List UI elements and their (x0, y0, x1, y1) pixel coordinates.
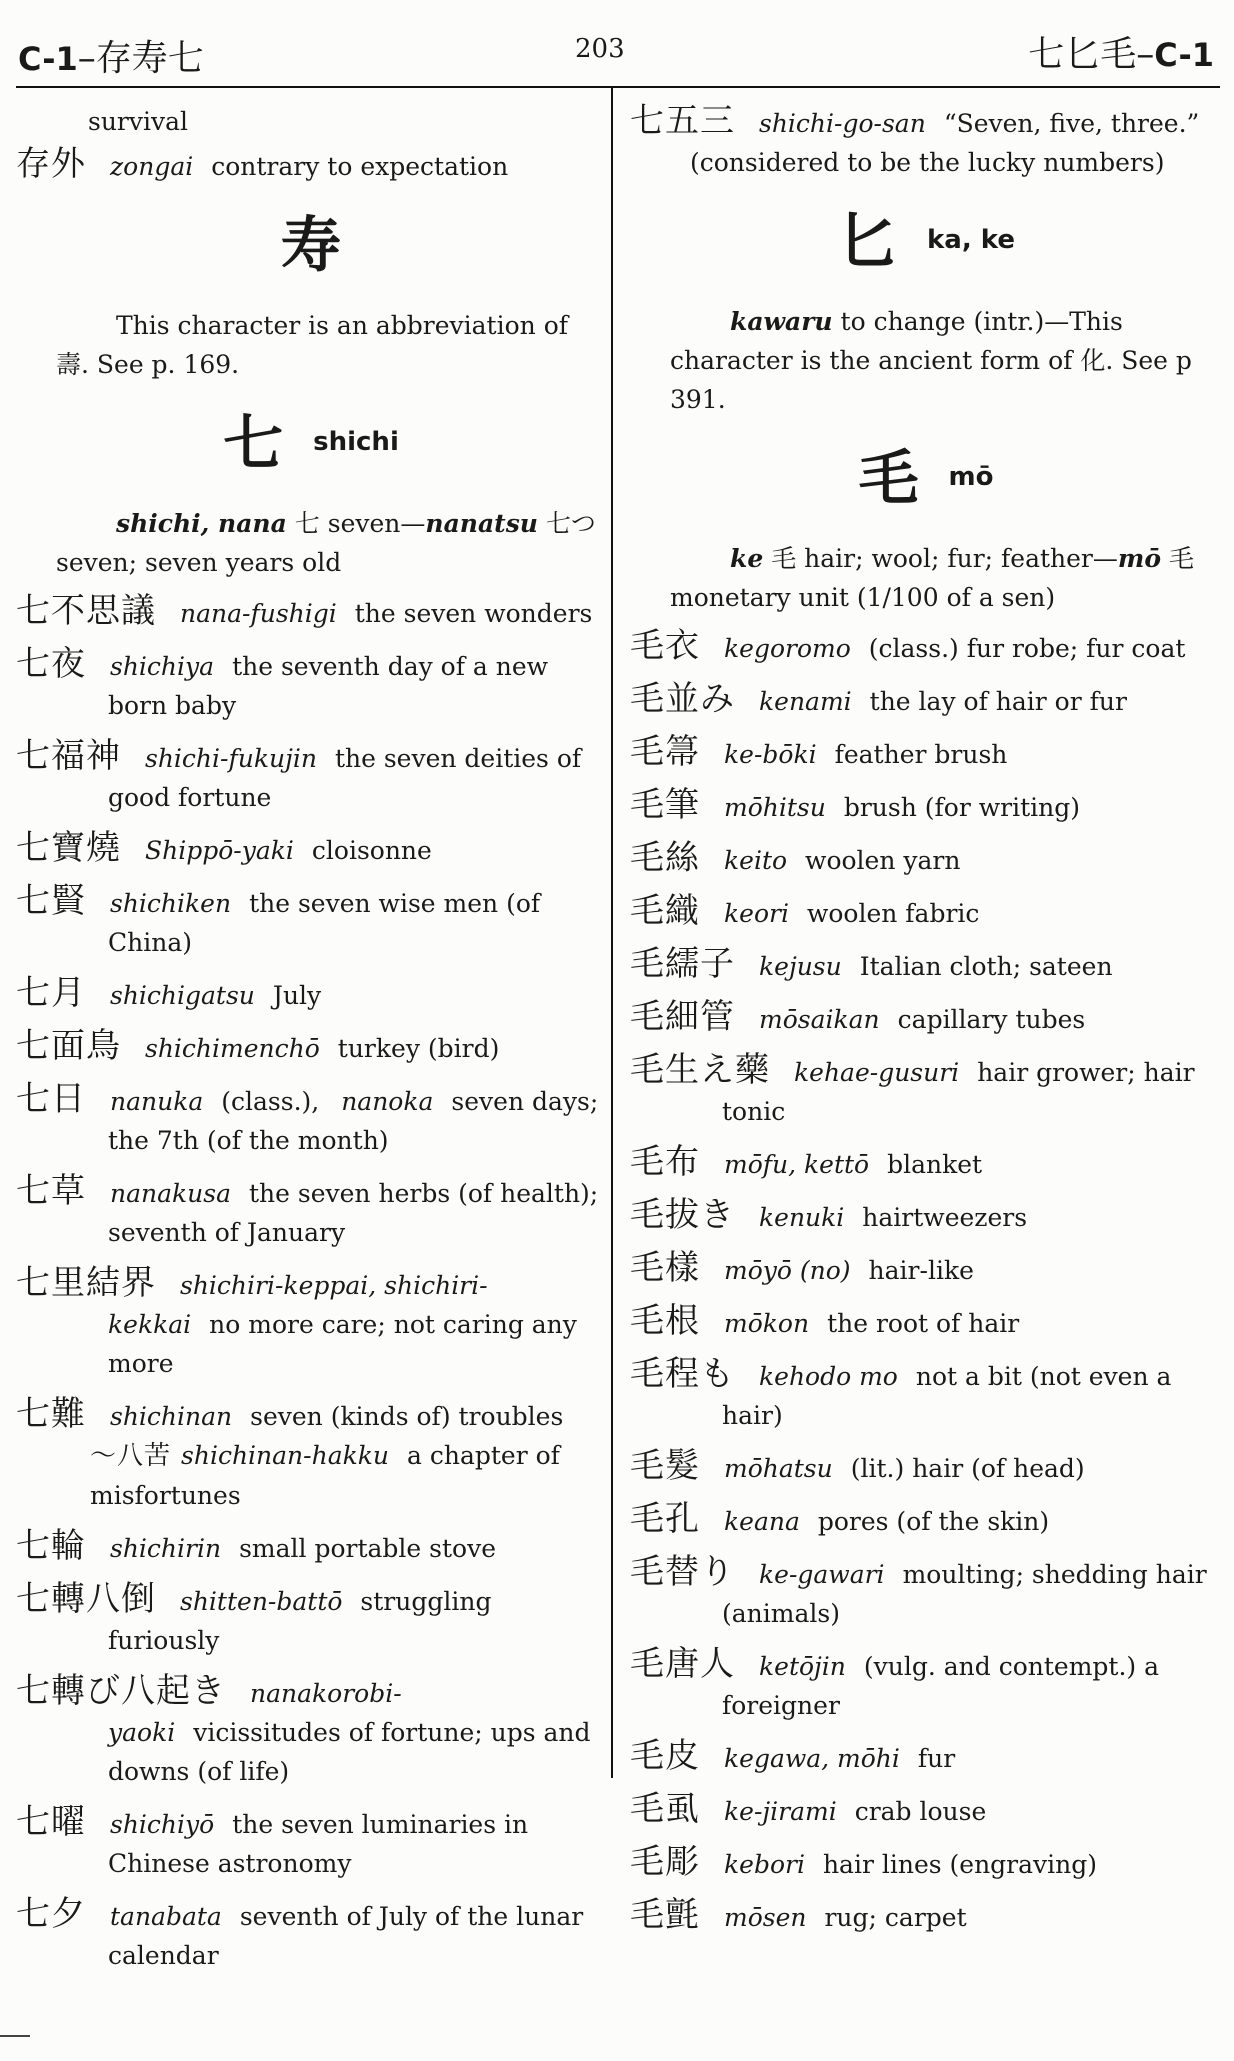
dict-entry: 七福神 shichi-fukujin the seven deities of good fortune (16, 736, 582, 812)
page-header (0, 0, 1234, 80)
right-column (630, 102, 1222, 1949)
dict-entry: 毛樣 mōyō (no) hair-like (630, 1248, 974, 1288)
header-right-chars: 七匕毛– (1028, 34, 1155, 75)
dict-entry: 毛孔 keana pores (of the skin) (630, 1499, 1050, 1539)
character-intro: shichi, nana 七 seven—nanatsu 七つ seven; seven years old (56, 509, 596, 577)
dict-subentry: 〜八苦 shichinan-hakku a chapter of misfortunes (90, 1441, 560, 1510)
dict-entry: 毛氈 mōsen rug; carpet (630, 1895, 967, 1935)
dict-entry: 毛筆 mōhitsu brush (for writing) (630, 785, 1080, 825)
dict-entry: 存外 zongai contrary to expectation (16, 144, 509, 184)
dict-entry: 七轉び八起き nanakorobi-yaoki vicissitudes of fortune; ups and downs (of life) (16, 1671, 591, 1786)
dict-entry: 毛拔き kenuki hairtweezers (630, 1195, 1028, 1235)
character-heading: 七 shichi (223, 409, 399, 479)
dict-entry: 七不思議 nana-fushigi the seven wonders (16, 591, 593, 631)
dict-entry: 七難 shichinan seven (kinds of) troubles (16, 1394, 564, 1434)
dict-entry: 毛布 mōfu, kettō blanket (630, 1142, 983, 1182)
column-divider (611, 88, 613, 1778)
dict-entry: 毛繻子 kejusu Italian cloth; sateen (630, 944, 1113, 984)
dict-entry: 毛並み kenami the lay of hair or fur (630, 679, 1127, 719)
character-heading: 寿 (281, 211, 341, 281)
dict-entry: 七月 shichigatsu July (16, 973, 322, 1013)
dict-entry: 七轉八倒 shitten-battō struggling furiously (16, 1579, 492, 1655)
dict-entry: 七賢 shichiken the seven wise men (of China) (16, 881, 541, 957)
character-note: This character is an abbreviation of 壽. See p. 169. (56, 311, 569, 379)
dict-entry: 毛絲 keito woolen yarn (630, 838, 961, 878)
header-rule (16, 86, 1220, 88)
page-edge-mark (0, 2035, 30, 2037)
dict-entry: 七面鳥 shichimenchō turkey (bird) (16, 1026, 500, 1066)
dict-entry: 毛織 keori woolen fabric (630, 891, 980, 931)
dict-entry: 七寶燒 Shippō-yaki cloisonne (16, 828, 432, 868)
dict-entry: 毛生え藥 kehae-gusuri hair grower; hair tonic (630, 1050, 1195, 1126)
dict-entry: 七夜 shichiya the seventh day of a new born baby (16, 644, 549, 720)
header-left-chars: –存寿七 (77, 38, 204, 79)
character-note: kawaru to change (intr.)—This character is the ancient form of 化. See p 391. (670, 307, 1192, 414)
dict-entry: 毛衣 kegoromo (class.) fur robe; fur coat (630, 626, 1186, 666)
dict-entry: 七日 nanuka (class.), nanoka seven days; the 7th (of the month) (16, 1079, 599, 1155)
dict-entry: 毛皮 kegawa, mōhi fur (630, 1736, 956, 1776)
dict-entry: 毛唐人 ketōjin (vulg. and contempt.) a foreigner (630, 1644, 1160, 1720)
dict-entry: 毛虱 ke-jirami crab louse (630, 1789, 987, 1829)
dict-entry: 七曜 shichiyō the seven luminaries in Chinese astronomy (16, 1802, 529, 1878)
continued-text: survival (88, 107, 189, 136)
dict-entry: 七草 nanakusa the seven herbs (of health); seventh of January (16, 1171, 599, 1247)
dict-entry: 七里結界 shichiri-keppai, shichiri-kekkai no more care; not caring any more (16, 1263, 577, 1378)
character-heading: 毛 mō (858, 444, 994, 514)
dict-entry: 七夕 tanabata seventh of July of the lunar calendar (16, 1894, 584, 1970)
dict-entry: 七輪 shichirin small portable stove (16, 1526, 496, 1566)
dict-entry: 七五三 shichi-go-san “Seven, five, three.” (considered to be the lucky numbers) (630, 101, 1200, 177)
section-code-right: C-1 (1154, 36, 1214, 74)
dict-entry: 毛替り ke-gawari moulting; shedding hair (animals) (630, 1552, 1207, 1628)
dict-entry: 毛程も kehodo mo not a bit (not even a hair) (630, 1354, 1172, 1430)
character-heading: 匕 ka, ke (837, 207, 1015, 277)
dict-entry: 毛箒 ke-bōki feather brush (630, 732, 1008, 772)
section-code-left: C-1 (18, 40, 78, 78)
dict-entry: 毛根 mōkon the root of hair (630, 1301, 1020, 1341)
left-column (16, 102, 606, 1987)
dict-entry: 毛細管 mōsaikan capillary tubes (630, 997, 1086, 1037)
dict-entry: 毛彫 kebori hair lines (engraving) (630, 1842, 1098, 1882)
character-intro: ke 毛 hair; wool; fur; feather—mō 毛 monetary unit (1/100 of a sen) (670, 544, 1194, 612)
header-right (1028, 26, 1214, 77)
header-left (18, 30, 204, 81)
page-number: 203 (575, 34, 625, 64)
dict-entry: 毛髮 mōhatsu (lit.) hair (of head) (630, 1446, 1085, 1486)
